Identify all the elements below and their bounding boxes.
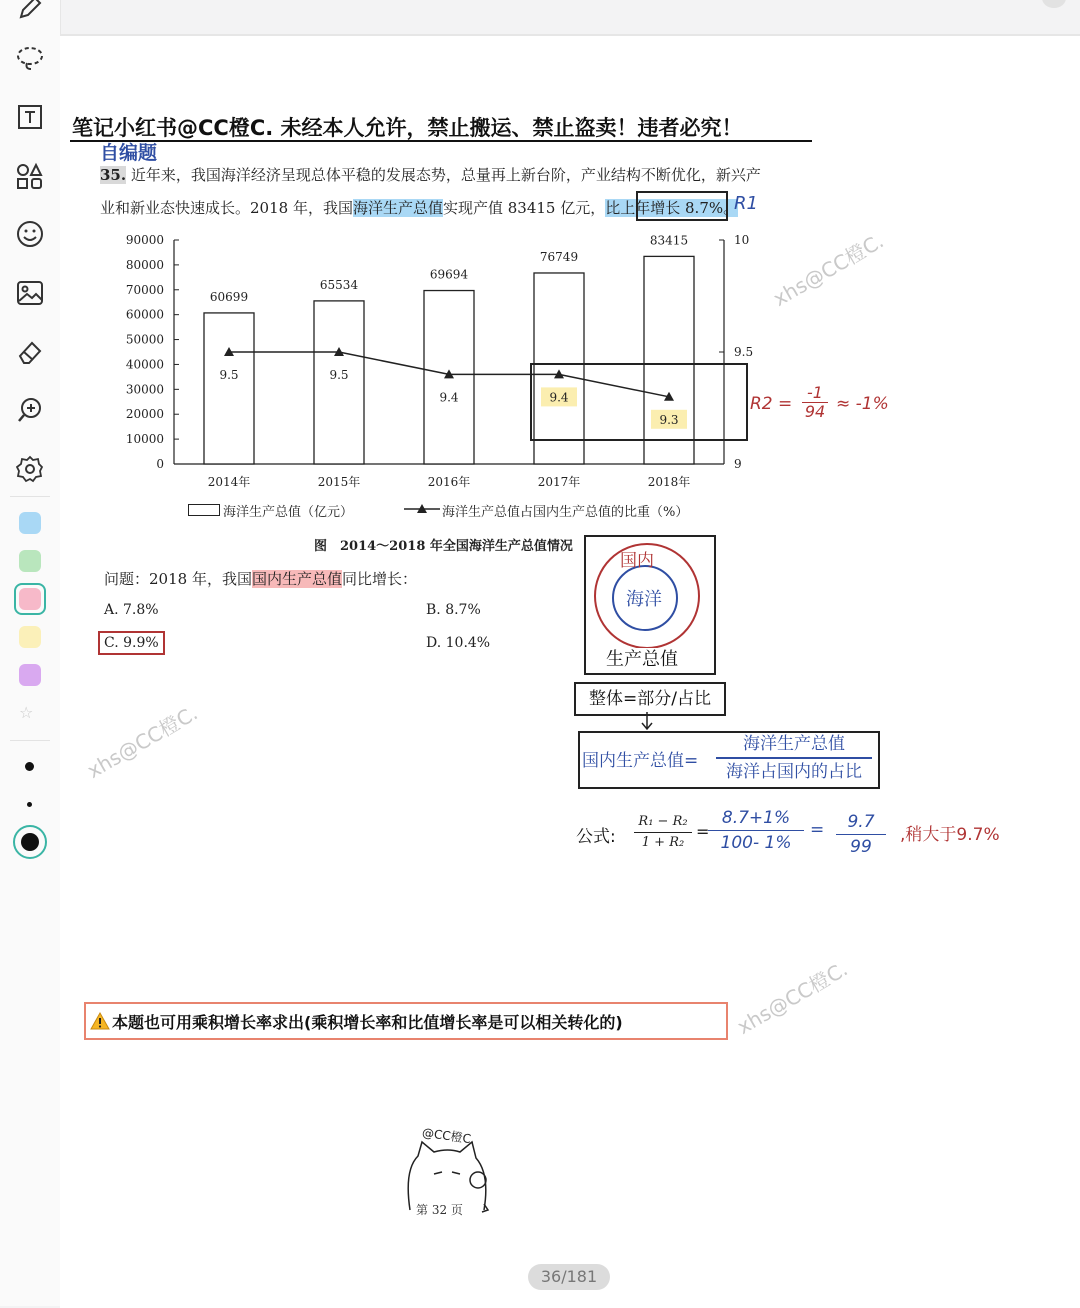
annotation-box-r1 [636,191,728,221]
fraction-denominator: 海洋占国内的占比 [716,757,872,785]
highlight-gdp: 国内生产总值 [251,570,342,588]
annotation-r2-approx: ≈ -1% [836,394,889,414]
warning-text: 本题也可用乘积增长率求出(乘积增长率和比值增长率是可以相关转化的) [112,1012,623,1032]
add-color-icon[interactable]: ☆ [19,703,34,722]
annotation-r2: R2 = [750,394,793,414]
fraction-numerator: 9.7 [847,812,875,832]
mascot-stamp: @CC橙C. [421,1125,476,1147]
lasso-icon[interactable] [12,40,48,76]
question-text: 实现产值 83415 亿元， [442,199,606,217]
fraction-denominator: 99 [836,834,886,859]
color-swatch-yellow[interactable] [19,626,41,648]
bar-value-label: 60699 [209,289,249,304]
line-value-label: 9.4 [439,390,459,405]
left-toolbar [0,0,61,1306]
watermark: xhs@CC橙C. [769,228,888,311]
legend-bar-label: 海洋生产总值（亿元） [223,505,354,520]
warning-icon [90,1012,110,1030]
y-left-tick-label: 80000 [125,257,164,272]
color-swatch-blue[interactable] [19,512,41,534]
y-left-tick-label: 60000 [125,307,164,322]
title-underline [70,140,812,142]
line-value-label: 9.4 [549,390,569,405]
question-text: 同比增长： [341,570,417,588]
chart-caption: 图 2014～2018 年全国海洋生产总值情况 [314,539,573,554]
y-left-tick-label: 90000 [125,233,164,247]
shapes-icon[interactable] [12,158,48,194]
page-title: 笔记小红书@CC橙C. 未经本人允许，禁止搬运、禁止盗卖！违者必究！ [72,116,743,140]
highlight-marine-gdp: 海洋生产总值 [352,199,443,217]
formula-gdp-lhs: 国内生产总值= [582,751,699,771]
label-domestic: 国内 [620,551,654,571]
fraction-numerator: 海洋生产总值 [743,734,845,754]
formula-gdp-fraction [716,731,872,785]
warning-note [84,1002,728,1040]
question-text: 业和新业态快速成长。2018 年，我国 [100,199,353,217]
arrow-down-icon [640,712,654,732]
menu-button[interactable] [1042,0,1066,8]
stroke-size-small[interactable] [25,762,34,771]
highlight-growth: 比上年增长 8.7%。 [605,199,739,217]
divider [10,740,50,741]
y-left-tick-label: 30000 [125,382,164,397]
y-right-tick-label: 10 [734,233,750,247]
option-a[interactable]: A. 7.8% [104,602,159,618]
bar-value-label: 76749 [539,249,579,264]
bar [314,301,364,464]
question-text: 近年来，我国海洋经济呈现总体平稳的发展态势，总量再上新台阶，产业结构不断优化，新兴产 [130,166,761,184]
pen-icon[interactable] [12,0,48,26]
question-subtitle: 自编题 [100,142,158,164]
option-c-answer[interactable]: C. 9.9% [98,631,165,655]
annotation-r1: R1 [734,193,758,214]
line-value-label: 9.3 [659,412,679,427]
line-value-label: 9.5 [329,368,349,382]
color-swatch-pink[interactable] [19,588,41,610]
fraction-denominator: 94 [802,402,828,421]
formula-fraction-1 [634,812,692,853]
fraction-numerator: R₁ − R₂ [638,814,688,829]
legend-line-swatch [404,502,440,516]
formula-result: ,稍大于9.7% [900,825,1000,845]
text-icon[interactable] [12,99,48,135]
fraction-denominator: 100- 1% [708,830,804,855]
y-left-tick-label: 50000 [125,332,164,347]
page-indicator[interactable]: 36/181 [528,1264,610,1290]
x-tick-label: 2018年 [647,475,691,489]
bar-value-label: 69694 [429,267,469,282]
y-right-tick-label: 9 [734,457,742,471]
x-tick-label: 2014年 [207,475,251,489]
y-left-tick-label: 70000 [125,282,164,297]
bar-value-label: 65534 [319,277,359,292]
zoom-icon[interactable] [12,392,48,428]
annotation-box-r2 [530,363,748,441]
bar-value-label: 83415 [649,233,689,248]
question-text: 问题：2018 年，我国 [104,570,252,588]
question-number: 35. [100,166,127,184]
page-number-label: 第 32 页 [416,1203,463,1217]
image-icon[interactable] [12,275,48,311]
stroke-size-tiny[interactable] [27,802,32,807]
eraser-icon[interactable] [12,334,48,370]
y-left-tick-label: 10000 [125,432,164,447]
sticker-icon[interactable] [12,216,48,252]
watermark: xhs@CC橙C. [83,700,202,783]
formula-fraction-2 [708,806,804,855]
fraction-denominator: 1 + R₂ [634,832,692,853]
stroke-size-large[interactable] [21,833,39,851]
question-line-1 [100,164,761,185]
fraction-numerator: 8.7+1% [721,808,791,828]
legend-line-label: 海洋生产总值占国内生产总值的比重（%） [442,505,689,520]
y-left-tick-label: 0 [156,457,164,471]
x-tick-label: 2017年 [537,475,581,489]
color-swatch-green[interactable] [19,550,41,572]
question-ask [104,568,417,589]
divider [10,496,50,497]
color-swatch-purple[interactable] [19,664,41,686]
option-d[interactable]: D. 10.4% [426,635,491,651]
line-value-label: 9.5 [219,368,239,382]
note-page [60,34,1080,1308]
y-left-tick-label: 40000 [125,357,164,372]
label-marine: 海洋 [626,589,662,610]
equals-sign: = [810,820,825,840]
legend-bar-swatch [188,504,220,516]
y-left-tick-label: 20000 [125,407,164,422]
annotation-r2-fraction [802,384,828,421]
formula-label: 公式: [576,827,616,847]
formula-whole-part-share: 整体=部分/占比 [574,682,726,716]
formula-fraction-3 [836,810,886,859]
watermark: xhs@CC橙C. [733,956,852,1039]
equals-sign: = [696,822,710,841]
bar [204,313,254,464]
x-tick-label: 2016年 [427,475,471,489]
settings-icon[interactable] [12,451,48,487]
x-tick-label: 2015年 [317,475,361,489]
y-right-tick-label: 9.5 [734,345,754,359]
option-b[interactable]: B. 8.7% [426,602,481,618]
label-output-value: 生产总值 [606,649,678,670]
fraction-numerator: -1 [807,383,823,402]
